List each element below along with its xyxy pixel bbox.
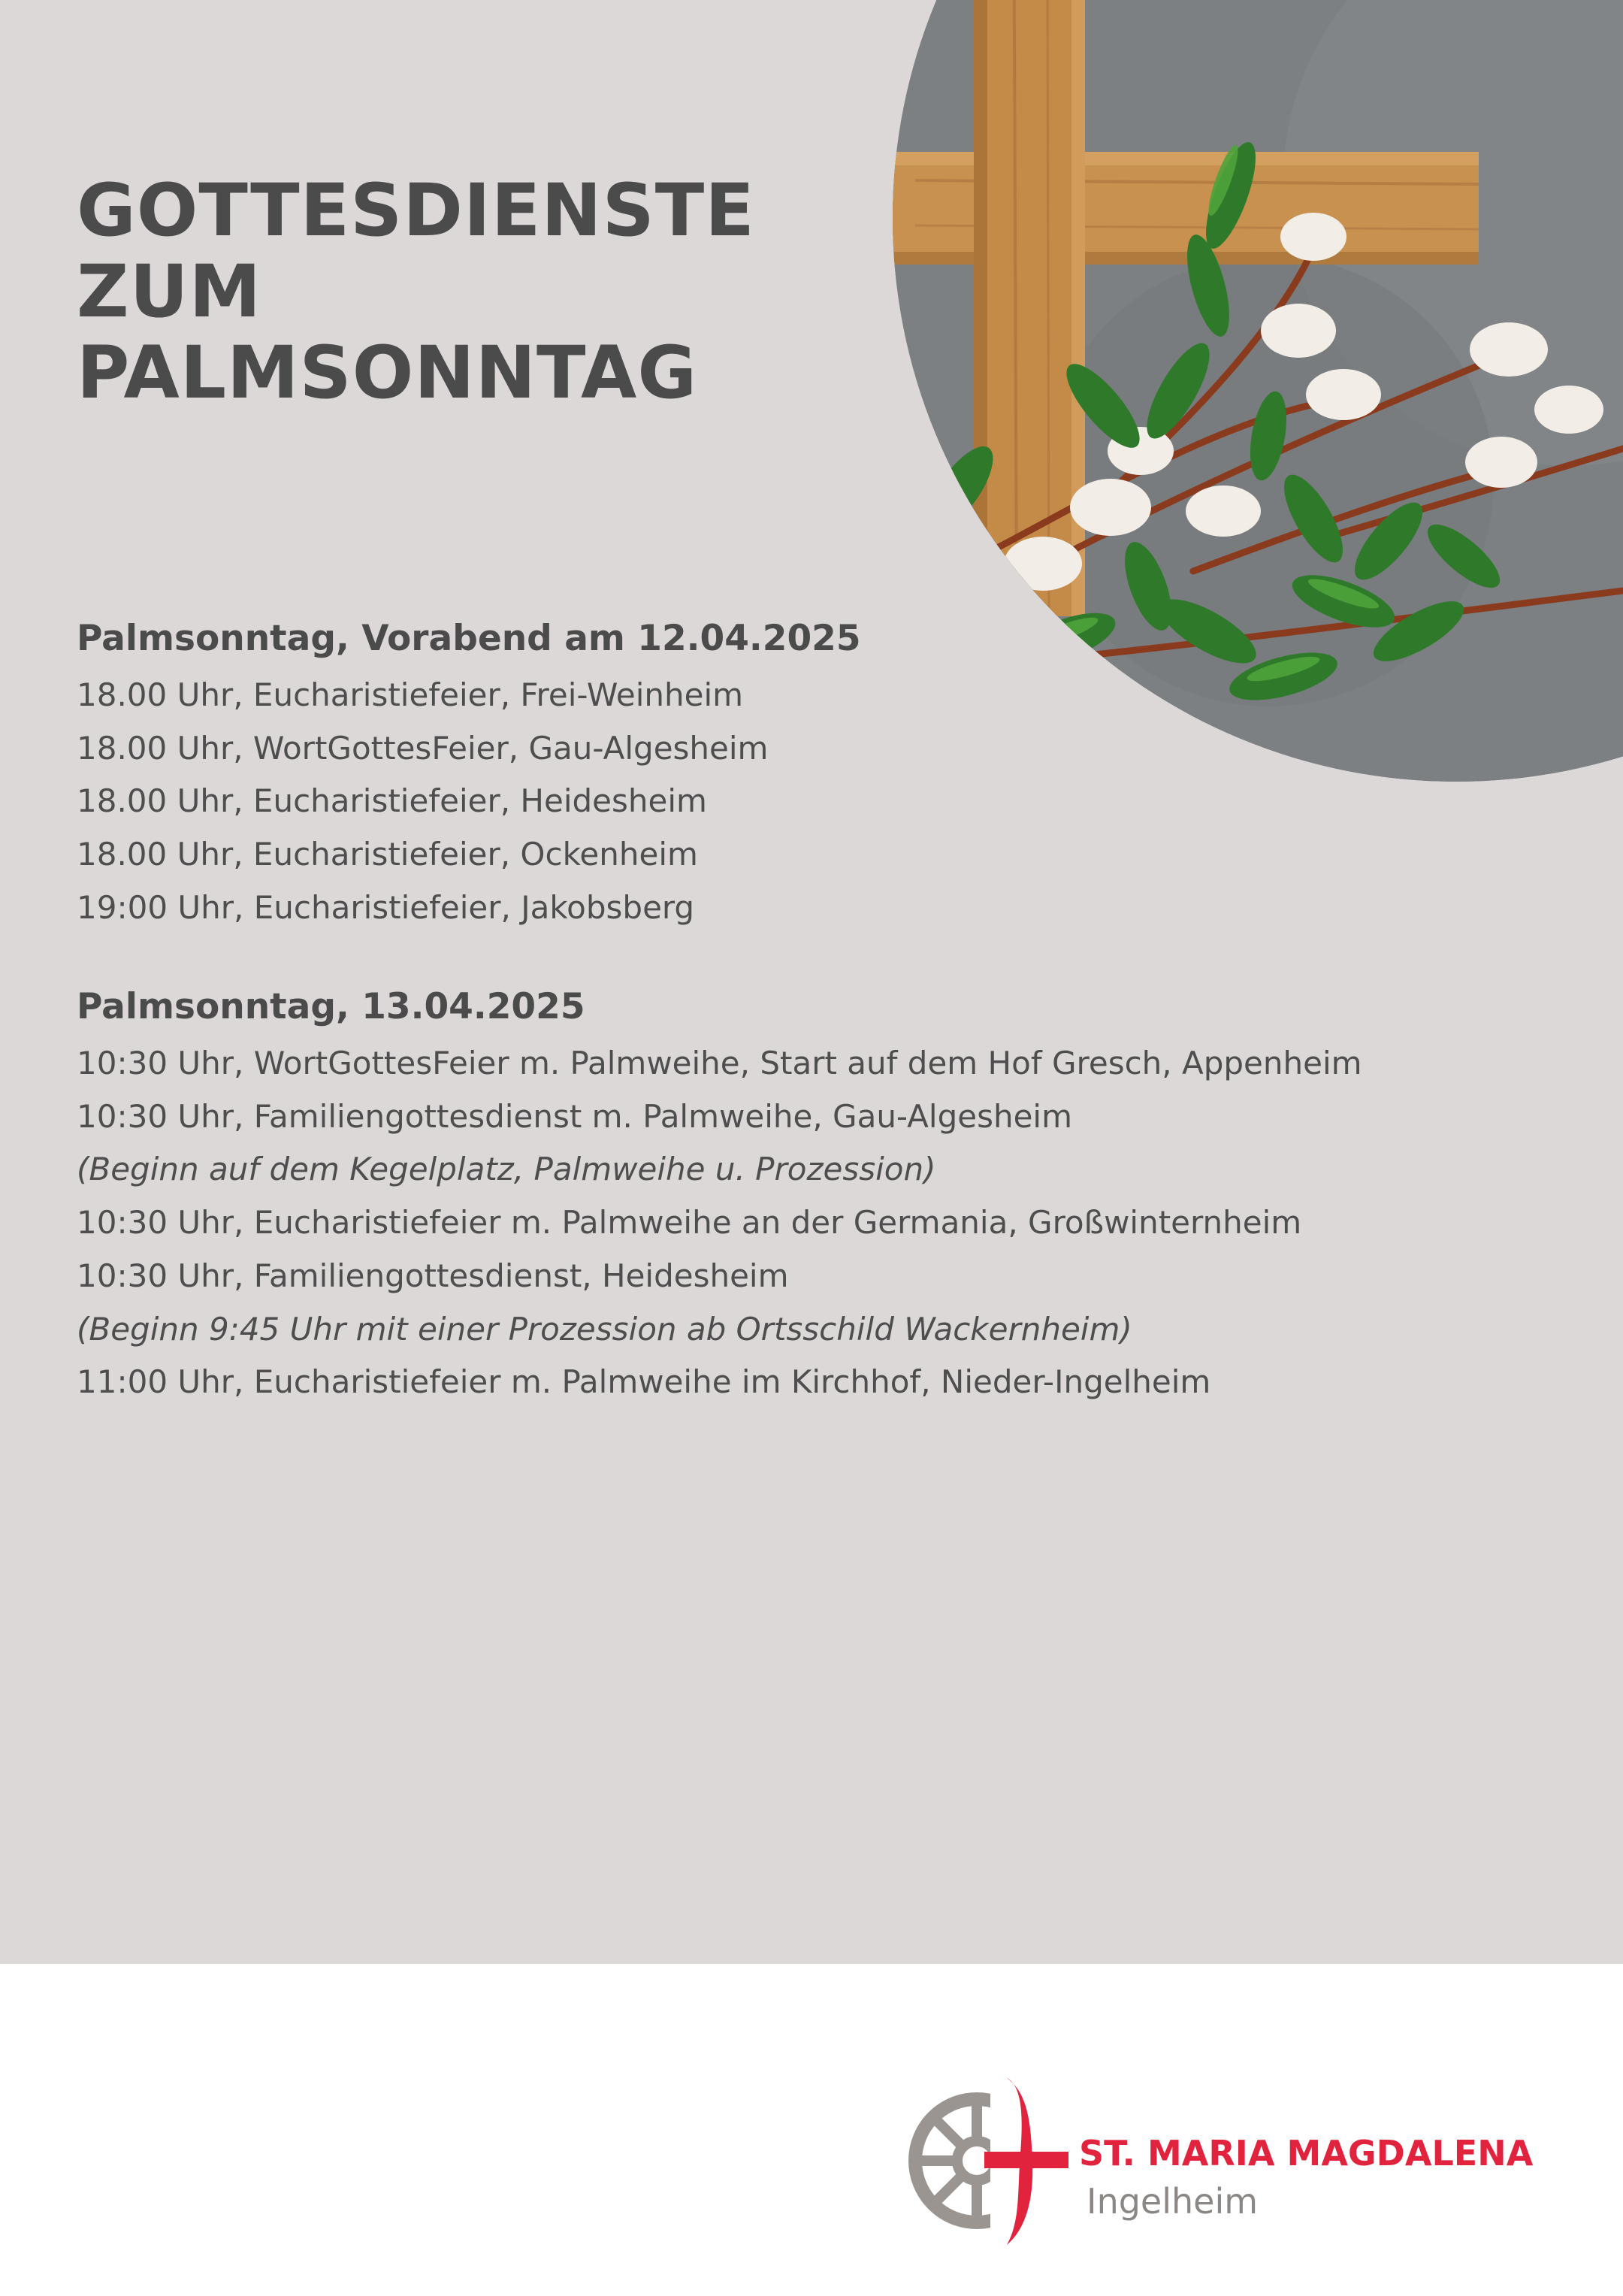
service-line: 10:30 Uhr, Eucharistiefeier m. Palmweihe an der Germania, Großwinternheim bbox=[77, 1204, 1302, 1242]
service-line: 10:30 Uhr, WortGottesFeier m. Palmweihe, Start auf dem Hof Gresch, Appenheim bbox=[77, 1045, 1362, 1081]
title-line: PALMSONNTAG bbox=[77, 331, 698, 415]
page-title bbox=[77, 170, 755, 413]
service-line: 18.00 Uhr, WortGottesFeier, Gau-Algesheim bbox=[77, 729, 769, 767]
parish-wheel-cross-icon bbox=[894, 2071, 1074, 2251]
section-heading: Palmsonntag, 13.04.2025 bbox=[77, 986, 585, 1027]
service-line: 18.00 Uhr, Eucharistiefeier, Frei-Weinheim bbox=[77, 676, 744, 713]
parish-logo bbox=[894, 2071, 1570, 2251]
service-note: (Beginn 9:45 Uhr mit einer Prozession ab Ortsschild Wackernheim) bbox=[77, 1310, 1132, 1348]
title-line: GOTTESDIENSTE bbox=[77, 168, 755, 253]
service-note: (Beginn auf dem Kegelplatz, Palmweihe u. Prozession) bbox=[77, 1151, 936, 1188]
section-palmsonntag bbox=[77, 983, 1504, 1409]
service-line: 18.00 Uhr, Eucharistiefeier, Ockenheim bbox=[77, 836, 698, 873]
section-vorabend bbox=[77, 615, 1504, 935]
service-line: 19:00 Uhr, Eucharistiefeier, Jakobsberg bbox=[77, 888, 695, 926]
service-line: 18.00 Uhr, Eucharistiefeier, Heidesheim bbox=[77, 782, 707, 820]
title-line: ZUM bbox=[77, 250, 262, 334]
service-line: 10:30 Uhr, Familiengottesdienst m. Palmweihe, Gau-Algesheim bbox=[77, 1097, 1072, 1135]
service-line: 11:00 Uhr, Eucharistiefeier m. Palmweihe im Kirchhof, Nieder-Ingelheim bbox=[77, 1363, 1211, 1401]
service-line: 10:30 Uhr, Familiengottesdienst, Heidesheim bbox=[77, 1257, 789, 1294]
section-heading: Palmsonntag, Vorabend am 12.04.2025 bbox=[77, 618, 861, 659]
parish-name: ST. MARIA MAGDALENA bbox=[1079, 2133, 1534, 2173]
parish-city: Ingelheim bbox=[1087, 2181, 1259, 2222]
